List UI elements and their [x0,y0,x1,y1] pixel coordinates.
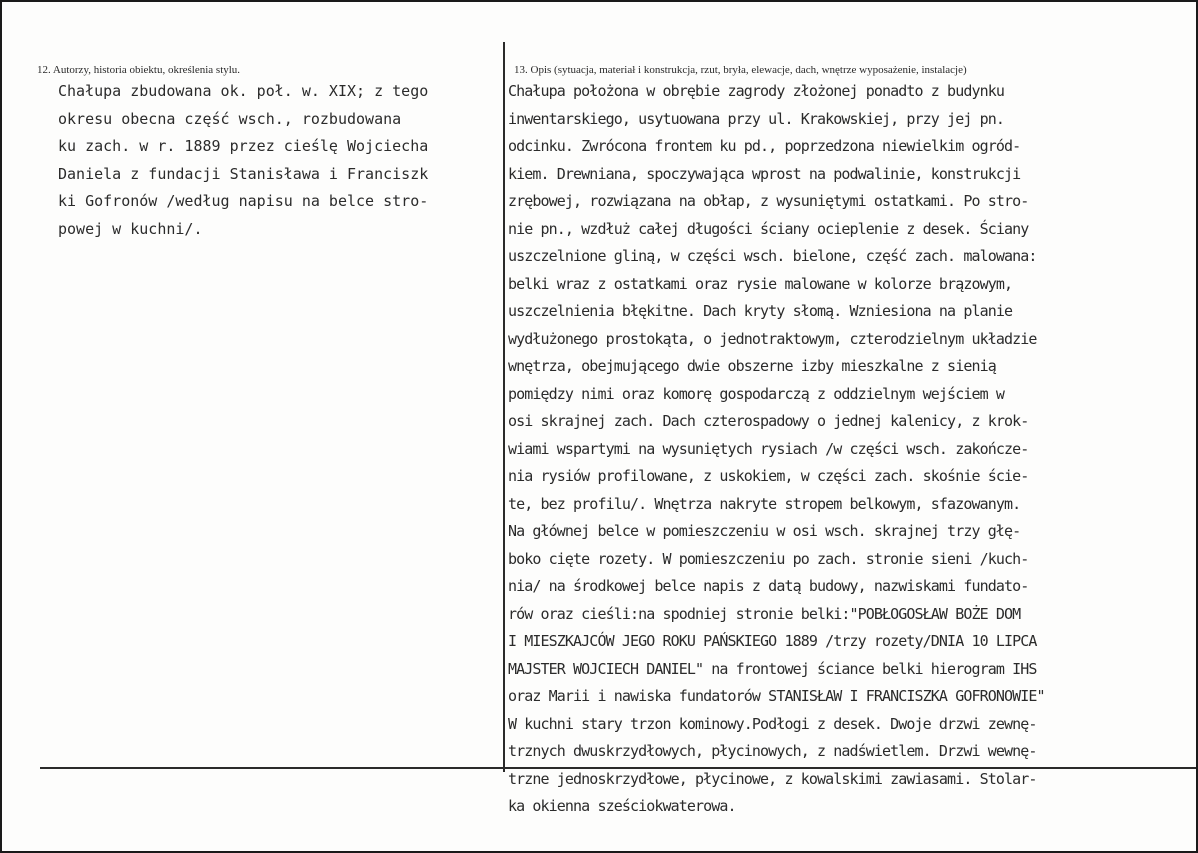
text-line: zrębowej, rozwiązana na obłap, z wysuniętymi ostatkami. Po stro- [508,192,1029,210]
text-line: uszczelnienia błękitne. Dach kryty słomą. Wzniesiona na planie [508,302,1013,320]
text-line: nia rysiów profilowane, z uskokiem, w części zach. skośnie ście- [508,467,1029,485]
text-line: wiami wspartymi na wysuniętych rysiach /w części wsch. zakończe- [508,439,1029,458]
section-13-text [508,78,1198,821]
section-12-text [58,78,488,243]
text-line: W kuchni stary trzon kominowy.Podłogi z desek. Dwoje drzwi zewnę- [508,714,1037,733]
text-line: Chałupa położona w obrębie zagrody złożonej ponadto z budynku [508,82,1004,100]
section-12-heading: 12. Autorzy, historia obiektu, określenia stylu. [37,64,241,76]
text-line: ki Gofronów /według napisu na belce stro- [58,192,429,210]
text-line: boko cięte rozety. W pomieszczeniu po zach. stronie sieni /kuch- [508,549,1029,568]
section-13-heading: 13. Opis (sytuacja, materiał i konstrukcja, rzut, bryła, elewacje, dach, wnętrze wyposażenie, instalacje) [514,64,967,76]
text-line: okresu obecna część wsch., rozbudowana [58,109,402,128]
text-line: nie pn., wzdłuż całej długości ściany ocieplenie z desek. Ściany [508,219,1029,238]
text-line: trznych dwuskrzydłowych, płycinowych, z nadświetlem. Drzwi wewnę- [508,742,1037,760]
column-divider [503,42,505,772]
text-line: te, bez profilu/. Wnętrza nakryte stropem belkowym, sfazowanym. [508,494,1021,513]
text-line: uszczelnione gliną, w części wsch. bielone, część zach. malowana: [508,247,1037,265]
text-line: nia/ na środkowej belce napis z datą budowy, nazwiskami fundato- [508,577,1029,595]
text-line: kiem. Drewniana, spoczywająca wprost na podwalinie, konstrukcji [508,164,1021,183]
text-line: trzne jednoskrzydłowe, płycinowe, z kowalskimi zawiasami. Stolar- [508,769,1037,788]
text-line: pomiędzy nimi oraz komorę gospodarczą z oddzielnym wejściem w [508,384,1004,403]
text-line: odcinku. Zwrócona frontem ku pd., poprzedzona niewielkim ogród- [508,137,1021,155]
text-line: Chałupa zbudowana ok. poł. w. XIX; z tego [58,82,429,100]
text-line: MAJSTER WOJCIECH DANIEL" na frontowej ściance belki hierogram IHS [508,659,1037,678]
text-line: oraz Marii i nawiska fundatorów STANISŁAW I FRANCISZKA GOFRONOWIE" [508,687,1045,705]
text-line: belki wraz z ostatkami oraz rysie malowane w kolorze brązowym, [508,274,1013,293]
text-line: ka okienna sześciokwaterowa. [508,797,736,815]
text-line: Na głównej belce w pomieszczeniu w osi wsch. skrajnej trzy głę- [508,522,1021,540]
text-line: I MIESZKAJCÓW JEGO ROKU PAŃSKIEGO 1889 /trzy rozety/DNIA 10 LIPCA [508,632,1037,650]
text-line: osi skrajnej zach. Dach czterospadowy o jednej kalenicy, z krok- [508,412,1029,430]
text-line: rów oraz cieśli:na spodniej stronie belki:"POBŁOGOSŁAW BOŻE DOM [508,604,1021,623]
text-line: wnętrza, obejmującego dwie obszerne izby mieszkalne z sienią [508,357,996,375]
text-line: inwentarskiego, usytuowana przy ul. Krakowskiej, przy jej pn. [508,109,1004,128]
text-line: powej w kuchni/. [58,219,203,238]
text-line: ku zach. w r. 1889 przez cieślę Wojciecha [58,137,429,155]
text-line: Daniela z fundacji Stanisława i Franciszk [58,164,429,183]
text-line: wydłużonego prostokąta, o jednotraktowym, czterodzielnym układzie [508,329,1037,348]
